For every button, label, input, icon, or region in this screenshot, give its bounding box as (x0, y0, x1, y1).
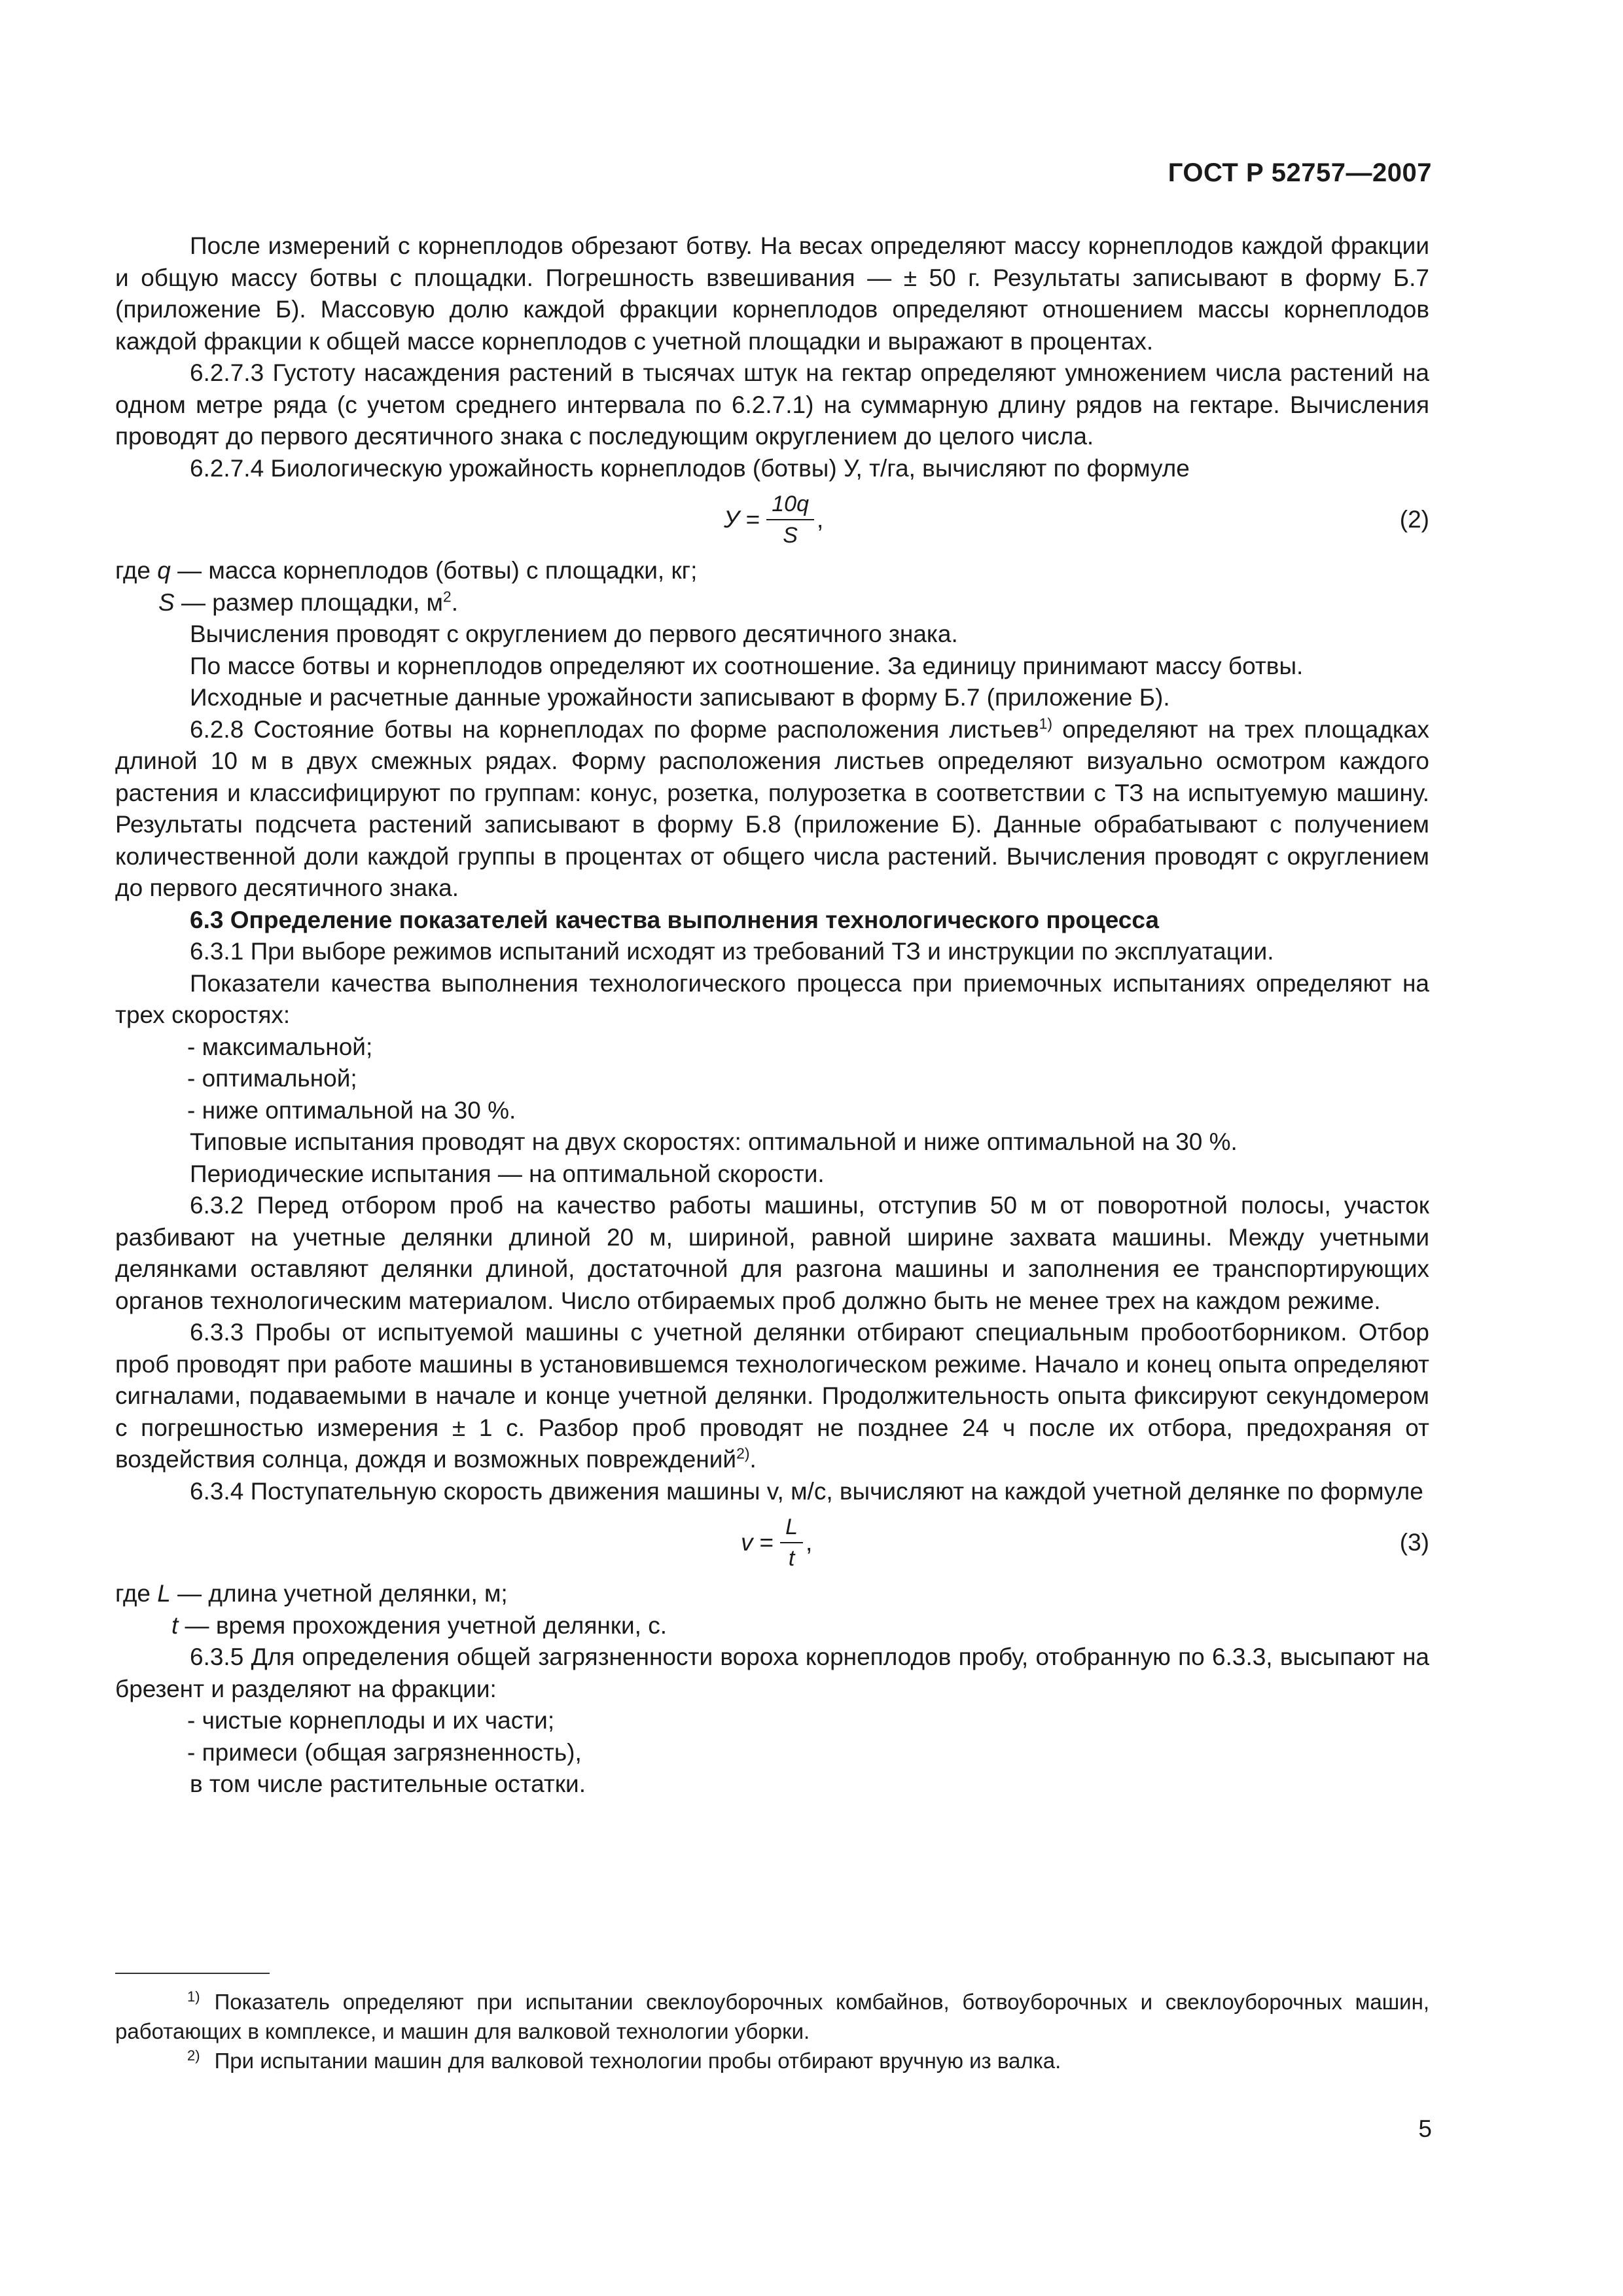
paragraph: После измерений с корнеплодов обрезают ботву. На весах определяют массу корнеплодов каждой фракции и общую массу ботвы с площадки. Погрешность взвешивания — ± 50 г. Результаты записывают в форму Б.7 (приложение Б). Массовую долю каждой фракции корнеплодов определяют отношением массы корнеплодов каждой фракции к общей массе корнеплодов с учетной площадки и выражают в процентах. (115, 232, 1429, 355)
paragraph-6-2-7-4: 6.2.7.4 Биологическую урожайность корнеплодов (ботвы) У, т/га, вычисляют по формуле (190, 454, 1190, 482)
document-body (115, 230, 1429, 1801)
formula-number: (3) (1399, 1529, 1429, 1556)
footnote-2: $^{2)}$ При испытании машин для валковой технологии пробы отбирают вручную из валка. (187, 2047, 1061, 2073)
paragraph: Типовые испытания проводят на двух скоростях: оптимальной и ниже оптимальной на 30 %. (190, 1128, 1238, 1155)
formula-comma: , (817, 505, 824, 533)
list-item: в том числе растительные остатки. (190, 1770, 586, 1797)
formula-3-where-l: где L — длина учетной делянки, м; (115, 1580, 508, 1607)
footnotes (115, 1987, 1429, 2075)
footnote-divider (115, 1973, 270, 1974)
formula-3 (115, 1507, 1429, 1578)
formula-2-where-s: S — размер площадки, $м^2$. (158, 588, 458, 616)
formula-denominator: S (783, 523, 798, 548)
formula-equals: = (759, 1528, 774, 1556)
list-item: - чистые корнеплоды и их части; (187, 1707, 555, 1734)
paragraph-6-2-7-3: 6.2.7.3 Густоту насаждения растений в тысячах штук на гектар определяют умножением числа растений на одном метре ряда (с учетом среднего интервала по 6.2.7.1) на суммарную длину рядов на гектаре. Вычисления проводят до первого десятичного знака с последующим округлением до целого числа. (115, 359, 1429, 450)
footnote-1: $^{1)}$ Показатель определяют при испытании свеклоуборочных комбайнов, ботвоуборочных и свеклоуборочных машин, работающих в комплексе, и машин для валковой технологии уборки. (115, 1988, 1429, 2043)
paragraph-6-3-1: 6.3.1 При выборе режимов испытаний исходят из требований ТЗ и инструкции по эксплуатации. (190, 938, 1274, 965)
formula-equals: = (745, 505, 760, 533)
footnote-ref-2: 2) (736, 1444, 750, 1462)
paragraph: Периодические испытания — на оптимальной скорости. (190, 1160, 825, 1187)
list-item: - оптимальной; (187, 1065, 357, 1092)
paragraph-6-3-3: 6.3.3 Пробы от испытуемой машины с учетной делянки отбирают специальным пробоотборником. Отбор проб проводят при работе машины в установившемся технологическом режиме. Начало и конец опыта определяют сигналами, подаваемыми в начале и конце учетной делянки. Продолжительность опыта фиксируют секундомером с погрешностью измерения ± 1 с. Разбор проб проводят не позднее 24 ч после их отбора, предохраняя от воздействия солнца, дождя и возможных повреждений$^{2)}$. (115, 1319, 1429, 1473)
formula-fraction (766, 492, 814, 548)
paragraph: Показатели качества выполнения технологического процесса при приемочных испытаниях определяют на трех скоростях: (115, 969, 1429, 1028)
section-heading-6-3: 6.3 Определение показателей качества выполнения технологического процесса (190, 906, 1159, 933)
formula-numerator: L (780, 1515, 803, 1543)
page-number: 5 (1418, 2115, 1432, 2142)
formula-comma: , (806, 1528, 813, 1556)
paragraph: По массе ботвы и корнеплодов определяют их соотношение. За единицу принимают массу ботвы. (190, 652, 1304, 679)
formula-2-where-q: где q — масса корнеплодов (ботвы) с площадки, кг; (115, 557, 698, 584)
document-header: ГОСТ Р 52757—2007 (1168, 158, 1432, 187)
formula-number: (2) (1399, 506, 1429, 533)
formula-lhs: v (741, 1528, 753, 1556)
formula-3-where-t: t — время прохождения учетной делянки, с. (171, 1611, 667, 1639)
formula-lhs: У (724, 505, 740, 533)
formula-2 (115, 484, 1429, 555)
paragraph-6-3-4: 6.3.4 Поступательную скорость движения машины v, м/с, вычисляют на каждой учетной делянке по формуле (190, 1477, 1423, 1505)
list-item: - примеси (общая загрязненность), (187, 1738, 582, 1766)
footnote-ref-1: 1) (1039, 715, 1053, 732)
formula-denominator: t (788, 1546, 795, 1571)
paragraph-6-2-8: 6.2.8 Состояние ботвы на корнеплодах по форме расположения листьев$^{1)}$ определяют на трех площадках длиной 10 м в двух смежных рядах. Форму расположения листьев определяют визуально осмотром каждого растения и классифицируют по группам: конус, розетка, полурозетка в соответствии с ТЗ на испытуемую машину. Результаты подсчета растений записывают в форму Б.8 (приложение Б). Данные обрабатывают с получением количественной доли каждой группы в процентах от общего числа растений. Вычисления проводят с округлением до первого десятичного знака. (115, 715, 1429, 901)
list-item: - ниже оптимальной на 30 %. (187, 1096, 516, 1124)
list-item: - максимальной; (187, 1033, 373, 1060)
paragraph-6-3-5: 6.3.5 Для определения общей загрязненности вороха корнеплодов пробу, отобранную по 6.3.3, высыпают на брезент и разделяют на фракции: (115, 1643, 1429, 1702)
paragraph: Вычисления проводят с округлением до первого десятичного знака. (190, 620, 958, 647)
paragraph-6-3-2: 6.3.2 Перед отбором проб на качество работы машины, отступив 50 м от поворотной полосы, участок разбивают на учетные делянки длиной 20 м, шириной, равной ширине захвата машины. Между учетными делянками оставляют делянки длиной, достаточной для разгона машины и заполнения ее транспортирующих органов технологическим материалом. Число отбираемых проб должно быть не менее трех на каждом режиме. (115, 1192, 1429, 1314)
formula-numerator: 10q (766, 492, 814, 520)
paragraph: Исходные и расчетные данные урожайности записывают в форму Б.7 (приложение Б). (190, 684, 1170, 711)
formula-fraction (780, 1515, 803, 1571)
